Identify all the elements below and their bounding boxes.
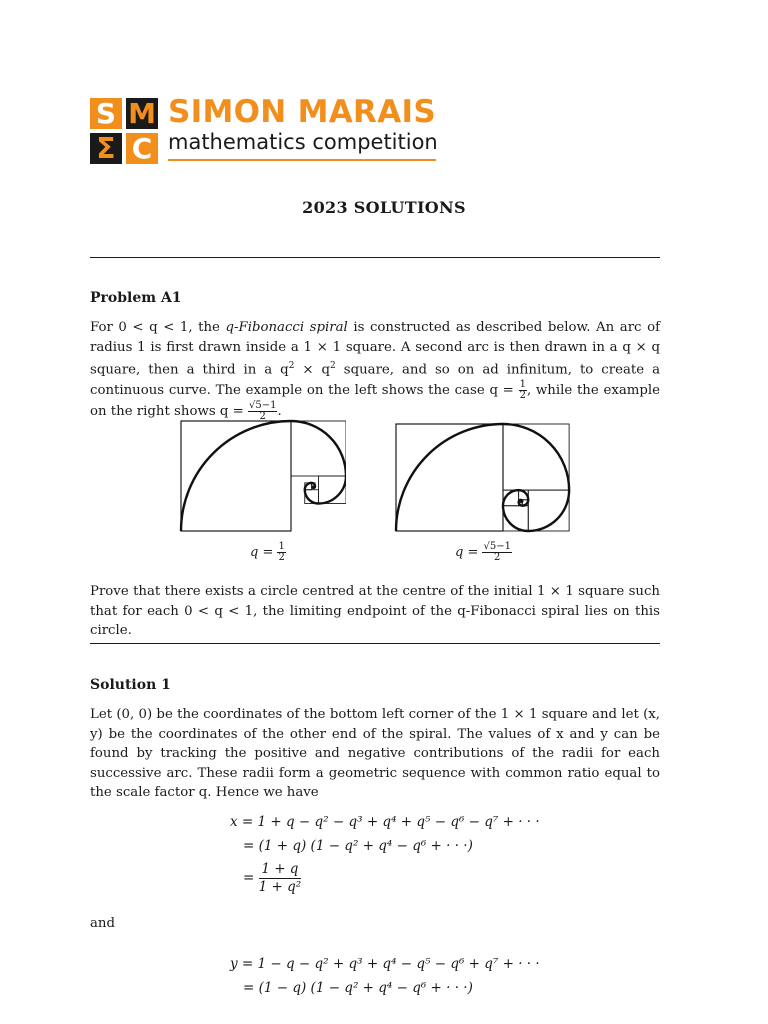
fibonacci-spiral-golden (393, 418, 571, 534)
equation-y-line1: y = 1 − q − q² + q³ + q⁴ − q⁵ − q⁶ + q⁷ + · · · (230, 956, 540, 972)
logo-tile-c: C (126, 133, 158, 164)
exponent: 2 (288, 361, 295, 371)
problem-statement: For 0 < q < 1, the q-Fibonacci spiral is constructed as described below. An arc of radius 1 is first drawn inside a 1 × 1 square. A second arc is then drawn in a q × q square, then a third in a $q^2 \times q^2$ square, and so on ad infinitum, to create a continuous curve. The example on the left shows the case q = $\frac{1}{2}$ , while the example on the right shows q = $\frac{√5-1}{2}$ . (90, 320, 660, 422)
logo-subtitle: mathematics competition (168, 130, 438, 154)
logo-underline (168, 159, 436, 161)
document-title: 2023 SOLUTIONS (302, 198, 466, 217)
equation-x-line3: = $\frac{1 + q}{\text{1 + q²}}$ (243, 861, 302, 895)
solution-paragraph: Let (0, 0) be the coordinates of the bottom left corner of the 1 × 1 square and let (x, y) be the coordinates of the other end of the spiral. The values of x and y can be found by tracking the positive and negative contributions of the radii for each successive arc. These radii form a geometric sequence with common ratio equal to the scale factor q. Hence we have (90, 707, 660, 800)
logo-title: SIMON MARAIS (168, 94, 436, 130)
logo-tile-s: S (90, 98, 122, 129)
logo-tile-m: M (126, 98, 158, 129)
equation-x-line2: = (1 + q) (1 − q² + q⁴ − q⁶ + · · ·) (243, 838, 473, 854)
fibonacci-spiral-half (178, 418, 346, 534)
problem-question: Prove that there exists a circle centred at the centre of the initial 1 × 1 square such that for each 0 < q < 1, the limiting endpoint of the q-Fibonacci spiral lies on this circle. (90, 584, 660, 638)
problem-intro-pre: For 0 < q < 1, the (90, 320, 226, 335)
spiral-square (396, 424, 503, 531)
spiral-square (181, 421, 291, 531)
and-text: and (90, 916, 116, 931)
problem-term: q-Fibonacci spiral (225, 320, 348, 335)
problem-intro-post: is constructed as described below. An arc of radius 1 is first drawn inside a 1 × 1 square. A second arc is then drawn in a q × q square, then a third in a q (90, 320, 660, 378)
solution-heading: Solution 1 (90, 677, 171, 693)
equation-y-line2: = (1 − q) (1 − q² + q⁴ − q⁶ + · · ·) (243, 980, 473, 996)
fraction-golden: $\frac{√5-1}{2}$ (249, 399, 277, 422)
logo-tile-sigma: Σ (90, 133, 122, 164)
equation-x-line1: x = 1 + q − q² − q³ + q⁴ + q⁵ − q⁶ − q⁷ + · · · (230, 814, 540, 830)
problem-intro-post2: × q (294, 362, 331, 378)
figure-right-label: q = $\frac{√5-1}{2}$ (455, 541, 511, 563)
figure-left-label: q = $\frac{1}{2}$ (250, 541, 285, 563)
spiral-curve (396, 424, 569, 531)
divider (90, 257, 660, 258)
divider (90, 643, 660, 644)
exponent: 2 (330, 361, 336, 371)
problem-intro-post4: , while the example on the right shows q = (90, 382, 660, 419)
problem-heading: Problem A1 (90, 290, 182, 306)
problem-intro-post3: square, and so on ad infinitum, to create a continuous curve. The example on the left shows the case q = (90, 362, 660, 398)
fraction-half: $\frac{1}{2}$ (519, 378, 526, 401)
logo (90, 98, 158, 164)
